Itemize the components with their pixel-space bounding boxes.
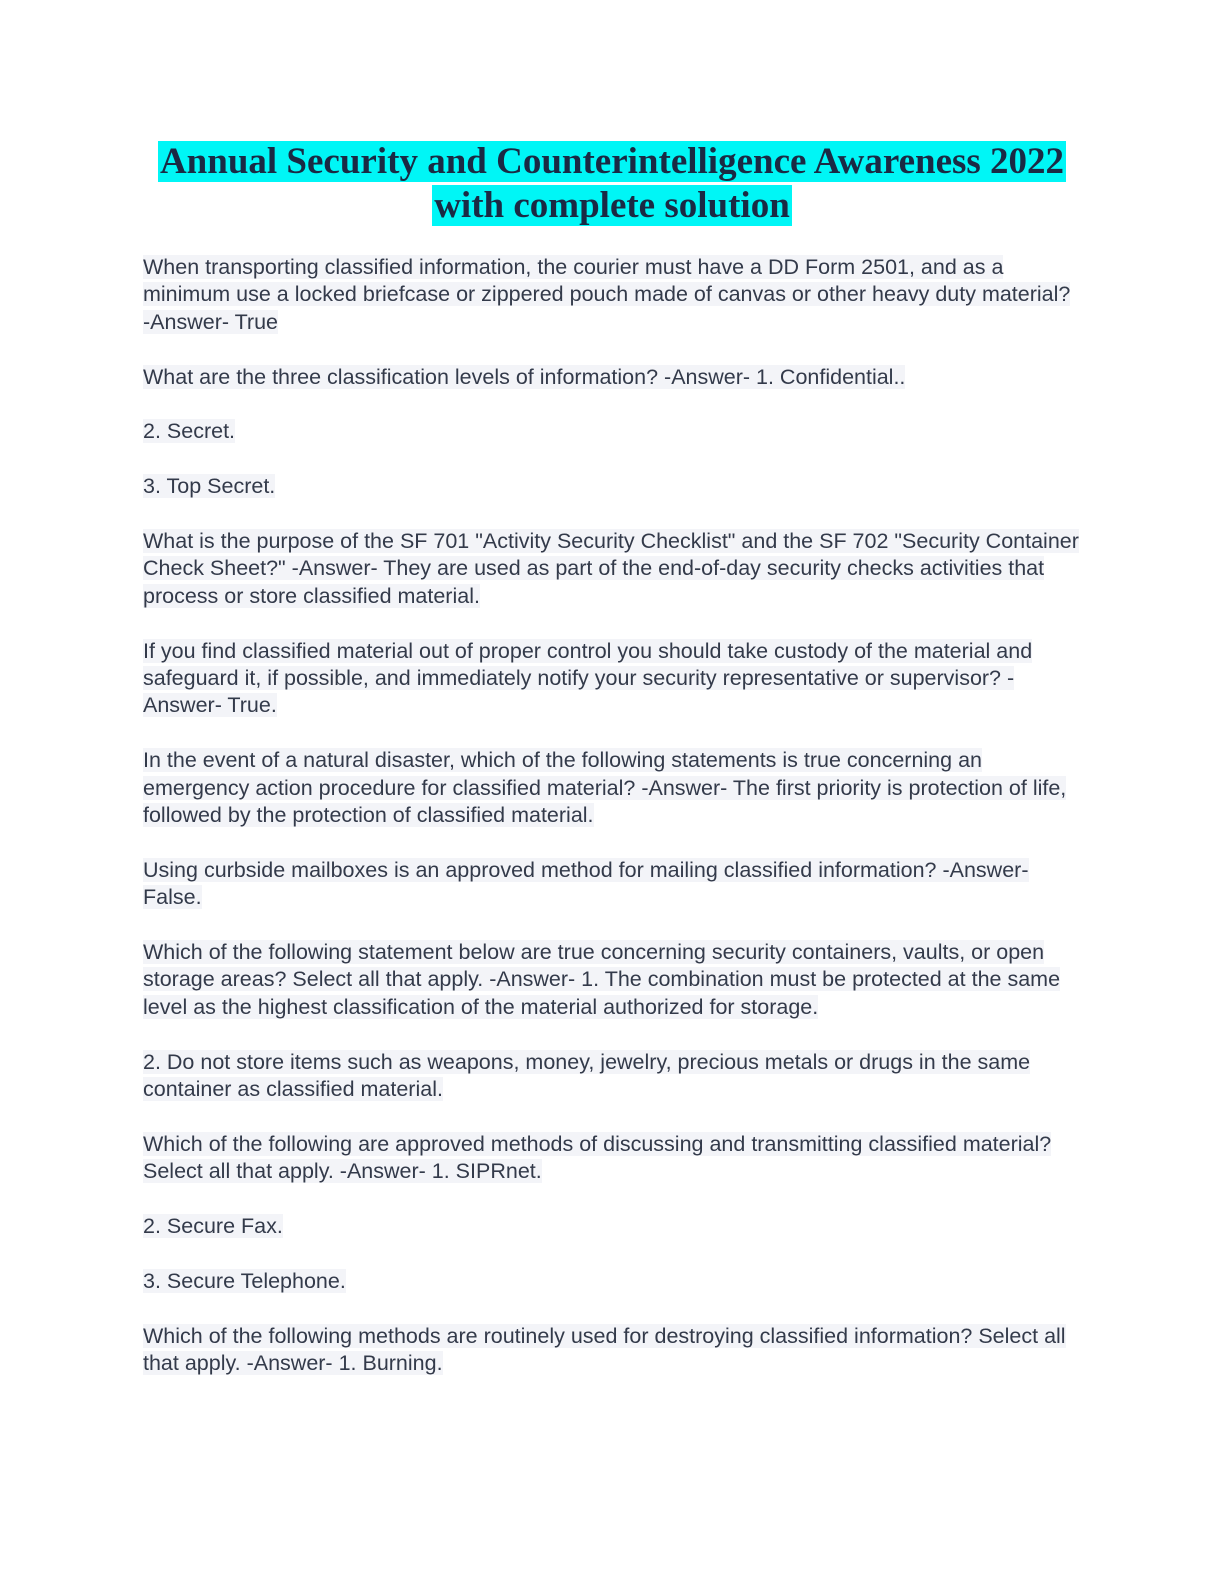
paragraph-text: Which of the following are approved methods of discussing and transmitting classified material? Select all that apply. -Answer- 1. SIPRnet. [143,1131,1052,1184]
paragraph-text: Which of the following methods are routinely used for destroying classified information? Select all that apply. -Answer- 1. Burning. [143,1323,1066,1376]
paragraph [143,939,1083,1021]
paragraph-text: 2. Do not store items such as weapons, money, jewelry, precious metals or drugs in the same container as classified material. [143,1049,1031,1102]
paragraph [143,473,1083,500]
paragraph-text: Which of the following statement below are true concerning security containers, vaults, or open storage areas? Select all that apply. -Answer- 1. The combination must be protected at the same level as the highest classification of the material authorized for storage. [143,940,1061,1019]
paragraph-text: 2. Secure Fax. [143,1214,283,1239]
document-title [100,140,1124,228]
paragraph-text: What is the purpose of the SF 701 "Activity Security Checklist" and the SF 702 "Security Container Check Sheet?" -Answer- They are used as part of the end-of-day security checks activities that process or store classified material. [143,529,1079,608]
paragraph-text: 2. Secret. [143,419,236,444]
document-body [143,254,1083,1405]
paragraph [143,638,1083,720]
document-title-line-2: with complete solution [434,185,790,226]
paragraph [143,1049,1083,1104]
paragraph-text: Using curbside mailboxes is an approved method for mailing classified information? -Answer- False. [143,857,1029,910]
paragraph [143,1323,1083,1378]
paragraph [143,1131,1083,1186]
paragraph-text: 3. Top Secret. [143,474,276,499]
paragraph-text: In the event of a natural disaster, which of the following statements is true concerning an emergency action procedure for classified material? -Answer- The first priority is protection of life, followed by the protection of classified material. [143,748,1067,828]
paragraph [143,747,1083,829]
paragraph [143,254,1083,336]
paragraph [143,857,1083,912]
paragraph [143,364,1083,391]
paragraph-text: If you find classified material out of proper control you should take custody of the material and safeguard it, if possible, and immediately notify your security representative or supervisor? -Answer- True. [143,638,1033,718]
paragraph-text: What are the three classification levels of information? -Answer- 1. Confidential.. [143,364,906,389]
paragraph [143,418,1083,445]
document-title-line-1: Annual Security and Counterintelligence Awareness 2022 [159,141,1065,182]
paragraph [143,1268,1083,1295]
paragraph [143,528,1083,610]
paragraph-text: 3. Secure Telephone. [143,1268,346,1293]
paragraph [143,1213,1083,1240]
paragraph-text: When transporting classified information, the courier must have a DD Form 2501, and as a minimum use a locked briefcase or zippered pouch made of canvas or other heavy duty material? -Answer- True [143,255,1071,334]
